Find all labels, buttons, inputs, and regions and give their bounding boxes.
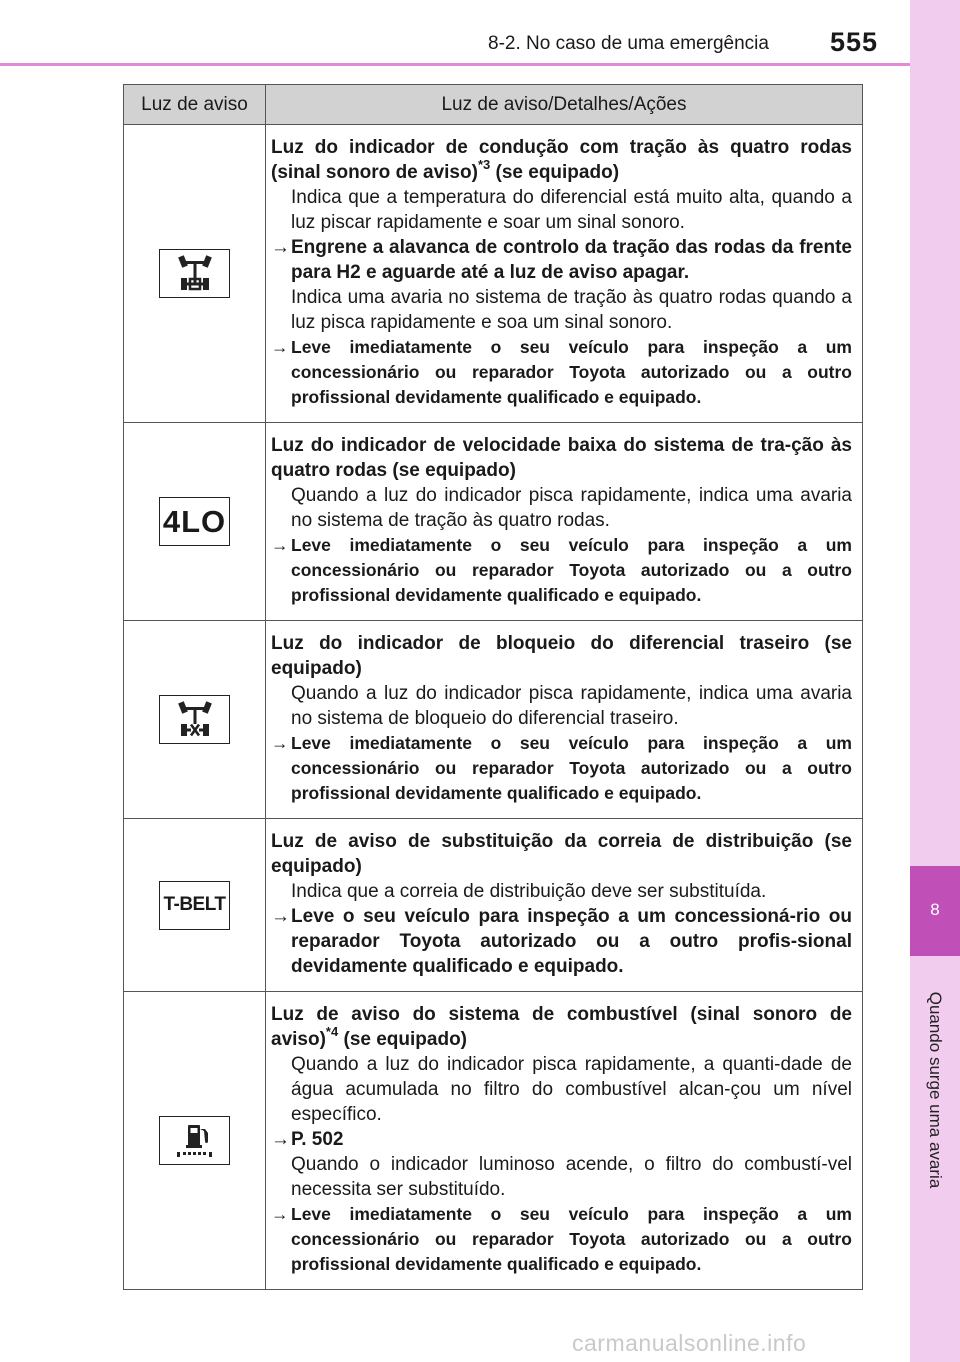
table-row	[124, 992, 863, 1290]
column-header-details: Luz de aviso/Detalhes/Ações	[266, 85, 863, 125]
warning-lights-table	[123, 84, 863, 1290]
page-reference-link[interactable]: → P. 502	[271, 1129, 344, 1150]
warning-action: → Leve imediatamente o seu veículo para inspeção a um concessionário ou reparador Toyota autorizado ou a outro profissional devidamente qualificado e equipado.	[271, 533, 852, 608]
details-cell	[266, 621, 863, 819]
warning-action: → Leve imediatamente o seu veículo para inspeção a um concessionário ou reparador Toyota autorizado ou a outro profissional devidamente qualificado e equipado.	[271, 1202, 852, 1277]
arrow-icon: →	[271, 733, 289, 753]
page-number: 555	[830, 27, 879, 57]
rear-differential-lock-icon	[159, 695, 230, 744]
warning-action: → Leve o seu veículo para inspeção a um concessioná-rio ou reparador Toyota autorizado ou a outro profis-sional devidamente qualificado e equipado.	[271, 906, 852, 977]
column-header-icon: Luz de aviso	[124, 85, 266, 125]
arrow-icon: →	[271, 1129, 290, 1150]
arrow-icon: →	[271, 237, 290, 258]
warning-description: Indica que a correia de distribuição deve ser substituída.	[291, 881, 767, 902]
header-rule	[0, 63, 910, 66]
four-low-icon: 4LO	[159, 497, 230, 546]
arrow-icon: →	[271, 1204, 289, 1224]
warning-action: → Engrene a alavanca de controlo da tração das rodas da frente para H2 e aguarde até a luz de aviso apagar.	[271, 237, 852, 283]
table-header-row	[124, 85, 863, 125]
table-row	[124, 125, 863, 423]
warning-title: Luz do indicador de bloqueio do diferencial traseiro (se equipado)	[271, 633, 852, 679]
table-row	[124, 819, 863, 992]
icon-cell	[124, 819, 266, 992]
table-row	[124, 423, 863, 621]
icon-cell	[124, 125, 266, 423]
warning-action: → Leve imediatamente o seu veículo para inspeção a um concessionário ou reparador Toyota autorizado ou a outro profissional devidamente qualificado e equipado.	[271, 335, 852, 410]
page-header	[0, 0, 910, 66]
warning-description: Indica que a temperatura do diferencial está muito alta, quando a luz piscar rapidamente e soar um sinal sonoro.	[291, 187, 852, 233]
timing-belt-icon: T-BELT	[159, 881, 230, 930]
icon-cell	[124, 621, 266, 819]
warning-description: Quando a luz do indicador pisca rapidamente, indica uma avaria no sistema de tração às quatro rodas.	[291, 485, 852, 531]
warning-description: Quando a luz do indicador pisca rapidamente, indica uma avaria no sistema de bloqueio do diferencial traseiro.	[291, 683, 852, 729]
table-row	[124, 621, 863, 819]
details-cell	[266, 992, 863, 1290]
fuel-system-icon	[159, 1116, 230, 1165]
warning-action: → Leve imediatamente o seu veículo para inspeção a um concessionário ou reparador Toyota autorizado ou a outro profissional devidamente qualificado e equipado.	[271, 731, 852, 806]
chapter-number-tab: 8	[910, 866, 960, 956]
arrow-icon: →	[271, 906, 290, 927]
warning-description: Quando o indicador luminoso acende, o filtro do combustí-vel necessita ser substituído.	[291, 1154, 852, 1200]
warning-title: Luz de aviso do sistema de combustível (sinal sonoro de aviso)$^{*4}$ (se equipado)	[271, 1004, 852, 1050]
icon-cell	[124, 423, 266, 621]
watermark: carmanualsonline.info	[572, 1330, 807, 1356]
warning-description: Indica uma avaria no sistema de tração às quatro rodas quando a luz pisca rapidamente e soa um sinal sonoro.	[291, 287, 852, 333]
section-title: 8-2. No caso de uma emergência	[488, 33, 769, 54]
warning-title: Luz do indicador de velocidade baixa do sistema de tra-ção às quatro rodas (se equipado)	[271, 435, 852, 481]
four-wheel-drive-icon	[159, 249, 230, 298]
chapter-title-tab: Quando surge uma avaria	[926, 991, 945, 1189]
arrow-icon: →	[271, 337, 289, 357]
arrow-icon: →	[271, 535, 289, 555]
details-cell	[266, 423, 863, 621]
warning-title: Luz do indicador de condução com tração às quatro rodas (sinal sonoro de aviso)$^{*3}$ (se equipado)	[271, 137, 852, 183]
icon-cell	[124, 992, 266, 1290]
details-cell	[266, 125, 863, 423]
warning-description: Quando a luz do indicador pisca rapidamente, a quanti-dade de água acumulada no filtro do combustível alcan-çou um nível específico.	[291, 1054, 852, 1125]
warning-title: Luz de aviso de substituição da correia de distribuição (se equipado)	[271, 831, 852, 877]
details-cell	[266, 819, 863, 992]
